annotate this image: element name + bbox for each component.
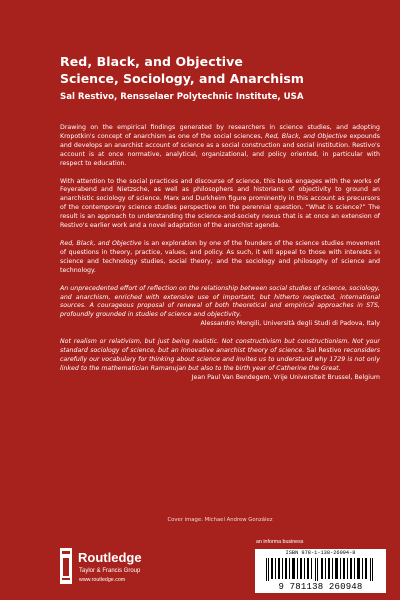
review-attribution-1: Alessandro Mongili, Università degli Studi di Padova, Italy — [200, 320, 380, 328]
paragraph-1 — [60, 124, 380, 169]
publisher-url: www.routledge.com — [79, 577, 126, 583]
barcode-digits: 9 781138 260948 — [278, 582, 363, 592]
isbn-barcode-icon — [266, 558, 374, 581]
paragraph-2: With attention to the social practices and discourse of science, this book engages with the works of Feyerabend and Nietzsche, as well as philosophers and historians of objectivity to ground an anarchistic sociology of science. Marx and Durkheim figure prominently in this account as precursors of the contemporary science studies perspective on the perennial question, “What is science?” The result is an approach to understanding the science-and-society nexus that is at once an extension of Restivo's earlier work and a novel adaptation of the anarchist agenda. — [60, 177, 380, 230]
barcode-box — [255, 549, 386, 593]
review-quote-2-part-2: reconsiders carefully our vocabulary for thinking about science and invites us to understand why 1729 is not only linked to the mathematician Ramanujan but also to the birth year of Catherine the Great. — [60, 347, 380, 372]
paragraph-3 — [60, 240, 380, 276]
review-quote-2-part-1: Not realism or relativism, but just being realistic. Not constructivism but constructionism. Not your standard sociology of science, but an innovative anarchist theory of science. — [60, 338, 380, 355]
paragraph-3-title: Red, Black, and Objective — [60, 239, 142, 247]
publisher-name: Routledge — [78, 550, 142, 565]
review-attribution-2: Jean Paul Van Bendegem, Vrije Universiteit Brussel, Belgium — [191, 373, 380, 381]
cover-header — [0, 0, 400, 118]
book-title: Red, Black, and Objective — [60, 54, 243, 69]
routledge-tower-logo — [60, 548, 72, 584]
title-block — [60, 54, 390, 103]
isbn-text: ISBN 978-1-138-26094-8 — [285, 550, 356, 556]
paragraph-3-rest: is an exploration by one of the founders of the science studies movement of questions in theory, practice, values, and policy. As such, it will appeal to those with interests in science and technology studies, social theory, and the sociology and philosophy of science and technology. — [60, 239, 380, 274]
publisher-group: Taylor & Francis Group — [79, 568, 141, 574]
review-quote-2-author: Sal Restivo — [306, 347, 342, 355]
paragraph-1-title: Red, Black, and Objective — [265, 132, 348, 140]
review-quote-2 — [60, 338, 380, 374]
cover-image-credit: Cover image: Michael Andrew González — [167, 517, 273, 523]
paragraph-1-rest: expounds and develops an anarchist account of science as a social construction and social institution. Restivo's account is at once normative, analytical, organizational, and policy oriented, in particular with respect to education. — [60, 132, 380, 167]
book-subtitle: Science, Sociology, and Anarchism — [60, 71, 304, 86]
author-line: Sal Restivo, Rensselaer Polytechnic Institute, USA — [60, 92, 304, 102]
review-quote-1: An unprecedented effort of reflection on the relationship between social studies of science, sociology, and anarchism, enriched with extensive use of important, but hitherto neglected, international sources. A courageous proposal of renewal of both theoretical and empirical approaches in STS, profoundly grounded in studies of science and objectivity. — [60, 284, 380, 319]
paragraph-1-text: Drawing on the empirical findings generated by researchers in science studies, and adopting Kropotkin's concept of anarchism as one of the social sciences, — [60, 124, 380, 140]
cover-body — [60, 124, 380, 392]
informa-text: an informa business — [256, 539, 304, 545]
